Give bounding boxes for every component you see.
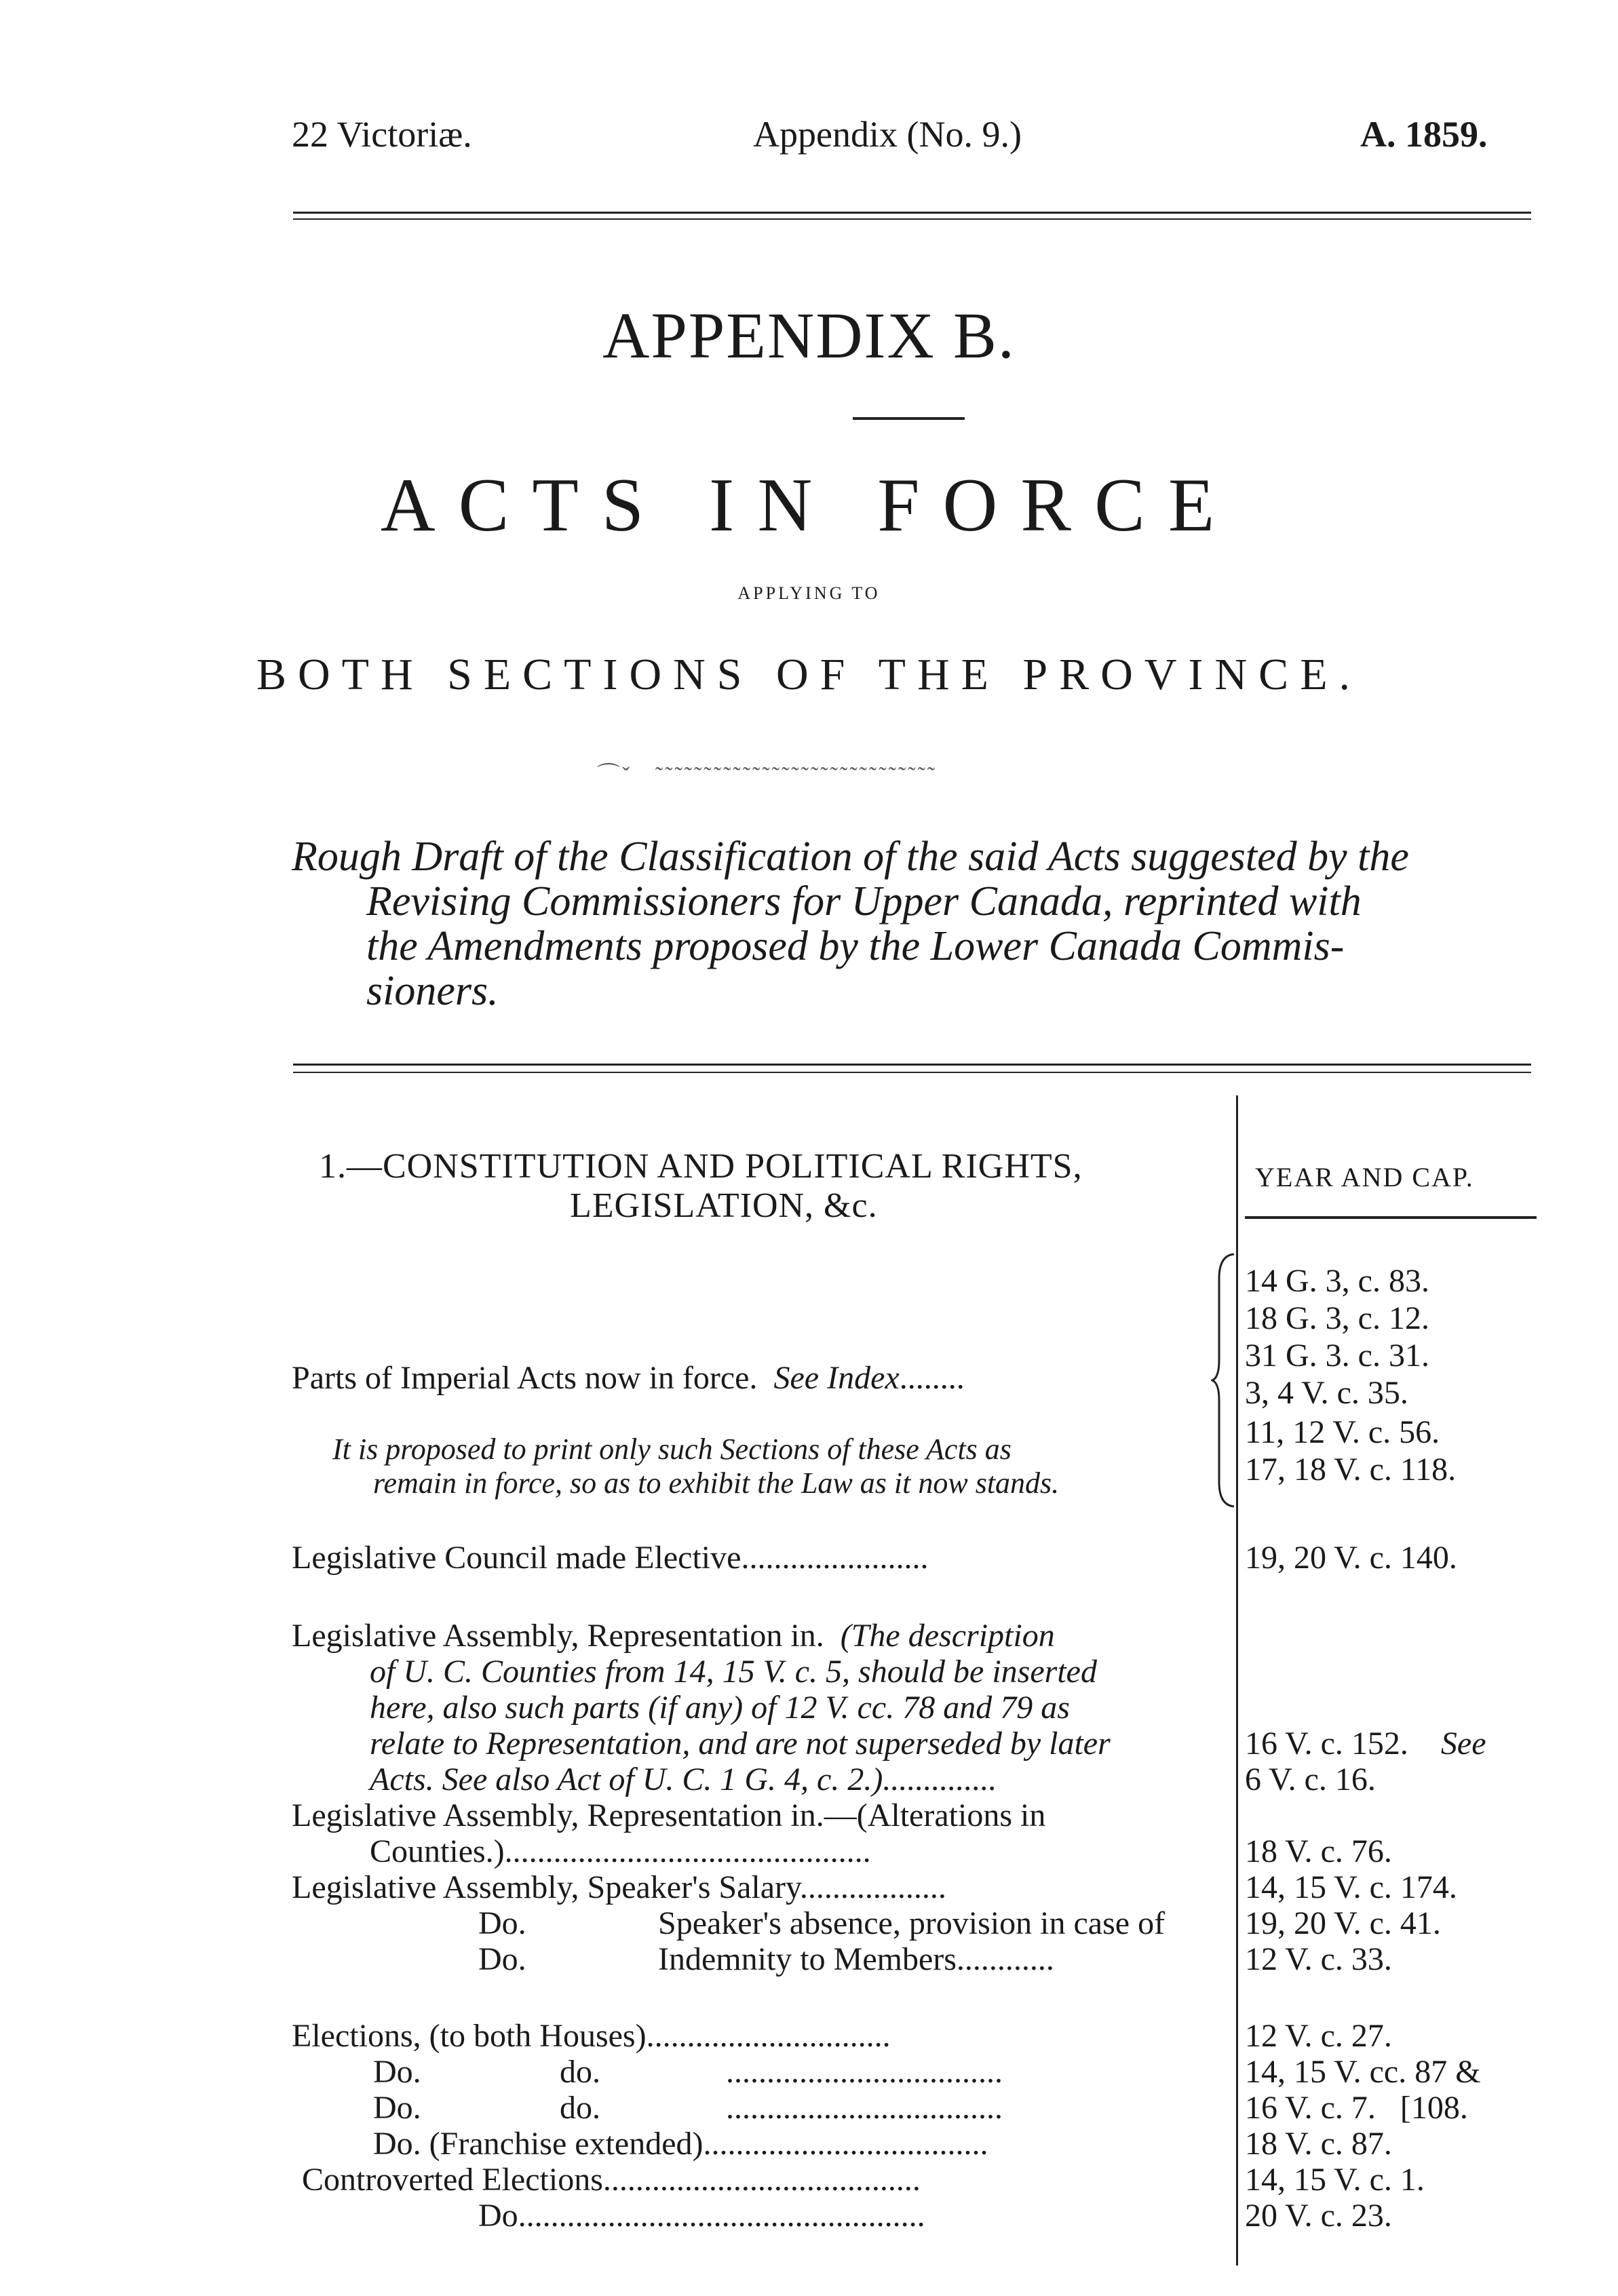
elections-ref-1: 12 V. c. 27. — [1245, 2018, 1392, 2054]
imperial-ref-2: 18 G. 3, c. 12. — [1245, 1300, 1429, 1336]
elections-ref-3 — [1245, 2090, 1468, 2126]
column-header-rule — [1245, 1216, 1537, 1219]
elections-ref-4: 18 V. c. 87. — [1245, 2126, 1392, 2162]
imperial-ref-1: 14 G. 3, c. 83. — [1245, 1263, 1429, 1299]
intro-paragraph — [292, 834, 1533, 1013]
council-ref: 19, 20 V. c. 140. — [1245, 1540, 1457, 1576]
imperial-ref-5: 11, 12 V. c. 56. — [1245, 1414, 1440, 1450]
imperial-ref-4: 3, 4 V. c. 35. — [1245, 1375, 1408, 1411]
header-rule-top — [293, 212, 1531, 214]
imperial-note-line-2: remain in force, so as to exhibit the Law as it now stands. — [373, 1466, 1060, 1500]
table-rule-bottom — [293, 1072, 1531, 1073]
elections-do-3: Do. — [373, 2090, 421, 2126]
assembly-rep-note-start: (The description — [840, 1618, 1055, 1654]
council-entry: Legislative Council made Elective....................... — [292, 1540, 929, 1576]
brace-icon — [1211, 1251, 1237, 1509]
applying-subtitle: APPLYING TO — [737, 583, 881, 603]
elections-ditto-2: do. — [560, 2054, 600, 2090]
intro-line-3: the Amendments proposed by the Lower Canada Commis- — [366, 923, 1345, 969]
both-sections-title: BOTH SECTIONS OF THE PROVINCE. — [256, 650, 1362, 699]
speaker-absence-ref: 19, 20 V. c. 41. — [1245, 1905, 1441, 1941]
speaker-salary-ref: 14, 15 V. c. 174. — [1245, 1869, 1457, 1905]
controverted-do-ref: 20 V. c. 23. — [1245, 2198, 1392, 2234]
imperial-ref-3: 31 G. 3. c. 31. — [1245, 1338, 1429, 1374]
elections-ditto-3: do. — [560, 2090, 600, 2126]
elections-ref-3-text: 16 V. c. 7. — [1245, 2090, 1376, 2126]
elections-entry-4: Do. (Franchise extended)................................... — [373, 2126, 988, 2162]
acts-title: ACTS IN FORCE — [380, 463, 1238, 547]
elections-dots-3: .................................. — [726, 2090, 1003, 2126]
assembly-rep-ref-1-text: 16 V. c. 152. — [1245, 1726, 1408, 1762]
running-head-center: Appendix (No. 9.) — [753, 114, 1022, 155]
elections-ref-3-extra: [108. — [1400, 2090, 1468, 2126]
elections-dots-2: .................................. — [726, 2054, 1003, 2090]
imperial-acts-entry — [292, 1360, 965, 1397]
speaker-salary-entry: Legislative Assembly, Speaker's Salary.................. — [292, 1869, 946, 1905]
controverted-ref: 14, 15 V. c. 1. — [1245, 2162, 1425, 2198]
controverted-entry: Controverted Elections....................................... — [302, 2162, 921, 2198]
column-header: YEAR AND CAP. — [1255, 1162, 1474, 1192]
elections-entry-1: Elections, (to both Houses).............................. — [292, 2018, 891, 2054]
running-head-left: 22 Victoriæ. — [292, 114, 472, 155]
assembly-rep-line-1 — [292, 1618, 1055, 1654]
assembly-rep-line-5: Acts. See also Act of U. C. 1 G. 4, c. 2.).............. — [370, 1762, 997, 1797]
assembly-rep-label: Legislative Assembly, Representation in. — [292, 1618, 824, 1654]
assembly-alt-ref: 18 V. c. 76. — [1245, 1833, 1392, 1869]
section-title-line-1: 1.—CONSTITUTION AND POLITICAL RIGHTS, — [319, 1147, 1083, 1186]
section-title-line-2: LEGISLATION, &c. — [570, 1186, 878, 1225]
title-divider — [853, 417, 965, 420]
assembly-rep-line-4: relate to Representation, and are not superseded by later — [370, 1726, 1111, 1762]
intro-line-4: sioners. — [366, 968, 499, 1014]
controverted-do-entry: Do.................................................. — [478, 2198, 925, 2234]
elections-do-2: Do. — [373, 2054, 421, 2090]
speaker-absence-do: Do. — [478, 1905, 526, 1941]
intro-line-2: Revising Commissioners for Upper Canada, reprinted with — [366, 878, 1362, 925]
assembly-rep-ref-see: See — [1440, 1726, 1486, 1762]
header-rule-bottom — [293, 218, 1531, 220]
assembly-alt-line-2: Counties.)............................................. — [370, 1833, 871, 1869]
indemnity-ref: 12 V. c. 33. — [1245, 1941, 1392, 1977]
table-rule-top — [293, 1064, 1531, 1066]
ornamental-rule: ⌒ˇ ˜˜˜˜˜˜˜˜˜˜˜˜˜˜˜˜˜˜˜˜˜˜˜˜˜˜˜˜˜ — [597, 763, 938, 788]
imperial-see-index: See Index — [773, 1360, 900, 1396]
elections-ref-2: 14, 15 V. cc. 87 & — [1245, 2054, 1481, 2090]
imperial-note-line-1: It is proposed to print only such Sections of these Acts as — [332, 1433, 1012, 1466]
imperial-dots: ........ — [899, 1360, 965, 1396]
assembly-rep-line-2: of U. C. Counties from 14, 15 V. c. 5, should be inserted — [370, 1654, 1097, 1690]
assembly-rep-ref-1 — [1245, 1726, 1486, 1762]
intro-line-1: Rough Draft of the Classification of the said Acts suggested by the — [292, 834, 1409, 880]
imperial-label: Parts of Imperial Acts now in force. — [292, 1360, 758, 1396]
assembly-alt-line-1: Legislative Assembly, Representation in.—(Alterations in — [292, 1797, 1046, 1833]
imperial-ref-6: 17, 18 V. c. 118. — [1245, 1452, 1457, 1487]
speaker-absence-entry: Speaker's absence, provision in case of — [658, 1905, 1166, 1941]
indemnity-entry: Indemnity to Members............ — [658, 1941, 1054, 1977]
assembly-rep-line-3: here, also such parts (if any) of 12 V. cc. 78 and 79 as — [370, 1690, 1070, 1726]
indemnity-do: Do. — [478, 1941, 526, 1977]
assembly-rep-ref-2: 6 V. c. 16. — [1245, 1762, 1376, 1797]
running-head-right: A. 1859. — [1360, 114, 1488, 155]
appendix-title: APPENDIX B. — [602, 299, 1016, 372]
